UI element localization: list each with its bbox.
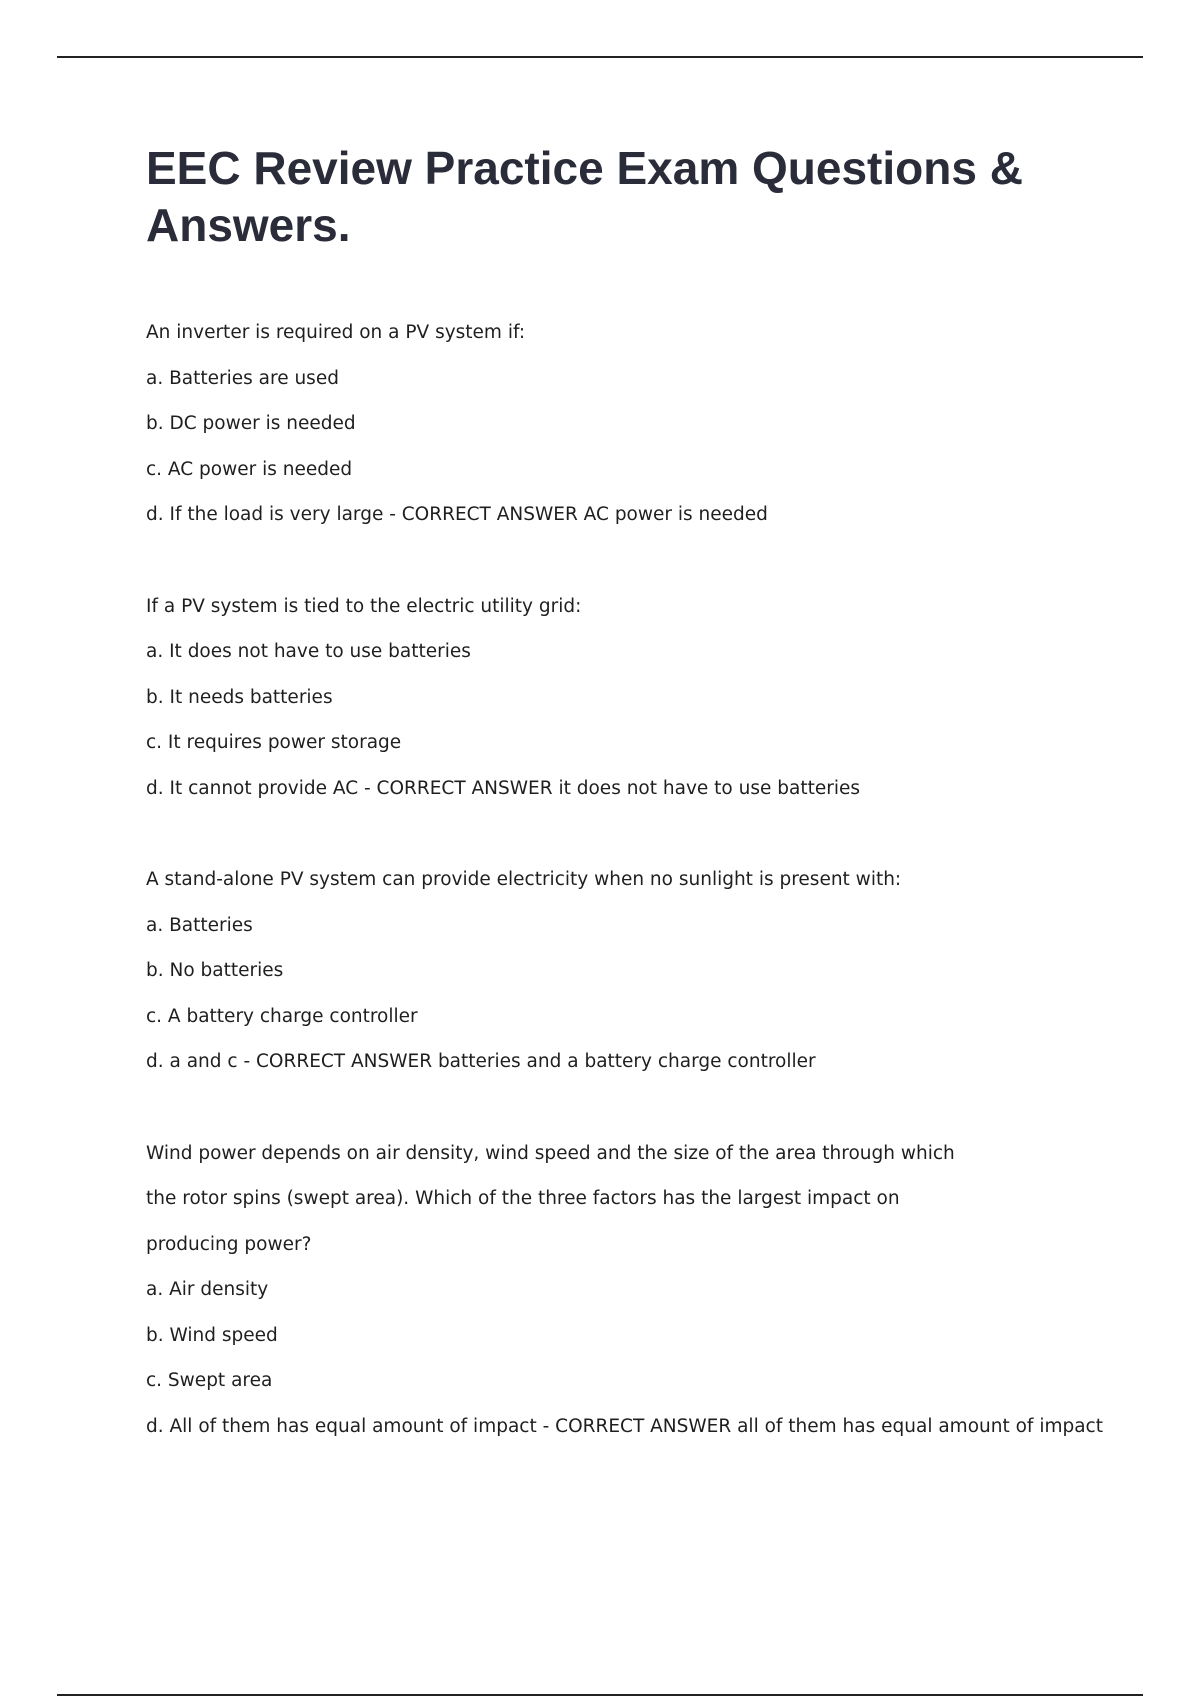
- option-a: a. Batteries: [146, 914, 253, 936]
- option-d-answer: d. All of them has equal amount of impact - CORRECT ANSWER all of them has equal amount of impact: [146, 1415, 1103, 1437]
- question-stem: If a PV system is tied to the electric utility grid:: [146, 595, 582, 617]
- question-list: [146, 310, 1103, 1449]
- option-c: c. It requires power storage: [146, 732, 402, 753]
- document-body: [146, 140, 1103, 1495]
- option-d-answer: d. a and c - CORRECT ANSWER batteries and a battery charge controller: [146, 1051, 816, 1072]
- question-stem-line-3: producing power?: [146, 1233, 312, 1255]
- bottom-divider: [57, 1694, 1143, 1696]
- option-a: a. Batteries are used: [146, 367, 339, 389]
- question-stem: An inverter is required on a PV system if:: [146, 322, 526, 343]
- question-stem-line-1: Wind power depends on air density, wind speed and the size of the area through which: [146, 1142, 955, 1164]
- option-d-answer: d. It cannot provide AC - CORRECT ANSWER it does not have to use batteries: [146, 777, 860, 799]
- title-line-2: Answers.: [146, 199, 351, 251]
- title-line-1: EEC Review Practice Exam Questions &: [146, 142, 1023, 194]
- question-4: [146, 1131, 1103, 1450]
- option-b: b. Wind speed: [146, 1324, 278, 1346]
- question-stem: A stand-alone PV system can provide electricity when no sunlight is present with:: [146, 869, 902, 890]
- top-divider: [57, 56, 1143, 58]
- option-d-answer: d. If the load is very large - CORRECT ANSWER AC power is needed: [146, 504, 768, 525]
- option-c: c. A battery charge controller: [146, 1005, 418, 1027]
- document-title: [146, 140, 1086, 254]
- option-b: b. It needs batteries: [146, 686, 333, 708]
- question-1: [146, 310, 1086, 538]
- question-stem-line-2: the rotor spins (swept area). Which of the three factors has the largest impact on: [146, 1188, 900, 1209]
- option-b: b. No batteries: [146, 960, 284, 981]
- question-3: [146, 857, 1086, 1085]
- option-a: a. It does not have to use batteries: [146, 641, 471, 662]
- option-c: c. AC power is needed: [146, 458, 353, 480]
- option-a: a. Air density: [146, 1279, 269, 1300]
- option-b: b. DC power is needed: [146, 413, 356, 434]
- question-2: [146, 584, 1086, 812]
- option-c: c. Swept area: [146, 1370, 273, 1391]
